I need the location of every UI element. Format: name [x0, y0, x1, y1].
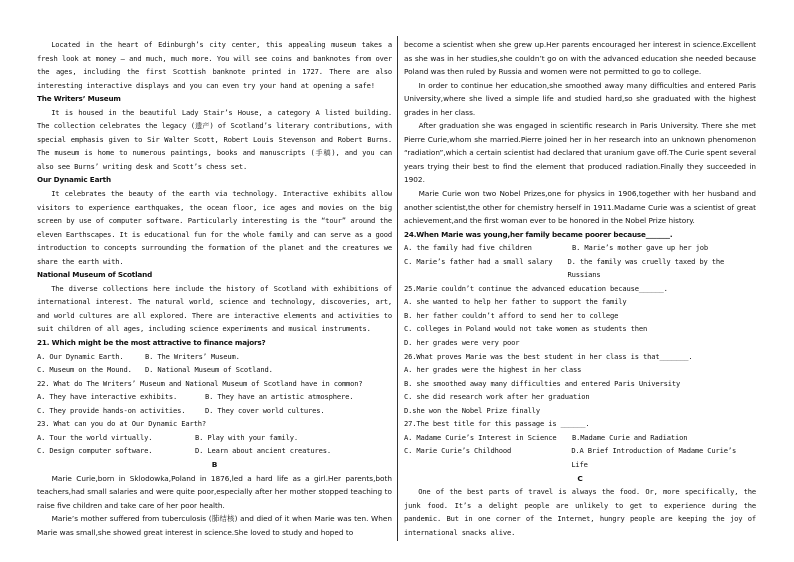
- curie-paragraph-2-end: become a scientist when she grew up.Her parents encouraged her interest in science.Excellent as she was in her studies,she couldn’t go on with the advanced education she needed because Poland was then ruled by Russia and women were not permitted to go to college.: [404, 40, 756, 77]
- question-27-option-b: B.Madame Curie and Radiation: [572, 432, 688, 442]
- question-23-option-b: B. Play with your family.: [195, 432, 299, 442]
- dynamic-earth-heading: Our Dynamic Earth: [37, 175, 111, 185]
- question-24-option-b: B. Marie’s mother gave up her job: [572, 243, 708, 253]
- question-24-option-a: A. the family had five children: [404, 243, 532, 253]
- question-24: 24.When Marie was young,her family became poorer because_______.: [404, 229, 673, 239]
- question-24-options-row2: [404, 255, 756, 282]
- question-26-option-d: D.she won the Nobel Prize finally: [404, 405, 540, 415]
- national-museum-paragraph: The diverse collections here include the history of Scotland with exhibitions of international interest. The natural world, science and technology, discoveries, art, and world cultures are all explored. There are interactive elements and activities to suit children of all ages, including science experiments and musical instruments.: [37, 283, 392, 334]
- question-25-option-b: B. her father couldn’t afford to send her to college: [404, 310, 619, 320]
- question-26-option-b: B. she smoothed away many difficulties and entered Paris University: [404, 378, 681, 388]
- curie-paragraph-2-start: Marie’s mother suffered from tuberculosis (肺结核) and died of it when Marie was ten. When Marie was small,she showed great interest in science.She loved to study and hoped to: [37, 514, 392, 537]
- writers-museum-paragraph: It is housed in the beautiful Lady Stair’s House, a category A listed building. The collection celebrates the legacy (遗产) of Scotland’s literary contributions, with special emphasis given to Sir Walter Scott, Robert Louis Stevenson and Robert Burns. The museum is home to numerous paintings, books and manuscripts (手稿), and you can also see Burns’ writing desk and Scott’s chess set.: [37, 107, 392, 171]
- question-22-option-c: C. They provide hands-on activities.: [37, 405, 186, 415]
- dynamic-earth-paragraph: It celebrates the beauty of the earth via technology. Interactive exhibits allow visitors to experience earthquakes, the ocean floor, ice ages and movies on the big screen by use of computer software. Particularly interesting is the “tour” around the eleven Earthscapes. It is educational fun for the whole family and can serve as a good introduction to concepts surrounding the formation of the planet and the creatures we share the earth with.: [37, 189, 392, 266]
- writers-museum-heading: The Writers’ Museum: [37, 94, 121, 104]
- question-23: 23. What can you do at Our Dynamic Earth?: [37, 419, 206, 429]
- question-25: 25.Marie couldn’t continue the advanced education because______.: [404, 283, 668, 293]
- question-26-option-c: C. she did research work after her graduation: [404, 392, 590, 402]
- curie-paragraph-3: In order to continue her education,she smoothed away many difficulties and entered Paris University,where she lived a simple life and studied hard,so she graduated with the highest grades in her class.: [404, 80, 756, 117]
- national-museum-heading: National Museum of Scotland: [37, 270, 153, 280]
- question-22-options-row2: [37, 404, 392, 418]
- question-22-option-a: A. They have interactive exhibits.: [37, 392, 178, 402]
- question-26-option-a: A. her grades were the highest in her class: [404, 365, 582, 375]
- question-23-options-row2: [37, 444, 392, 458]
- question-25-option-d: D. her grades were very poor: [404, 338, 520, 348]
- question-22-option-b: B. They have an artistic atmosphere.: [205, 392, 354, 402]
- section-b-heading: B: [211, 459, 218, 469]
- curie-paragraph-1: Marie Curie,born in Sklodowka,Poland in 1876,led a hard life as a girl.Her parents,both teachers,had small salaries and were quite poor,especially after her mother stopped teaching to raise five children and take care of her poor health.: [37, 473, 392, 510]
- question-23-option-c: C. Design computer software.: [37, 446, 153, 456]
- question-22: 22. What do The Writers’ Museum and National Museum of Scotland have in common?: [37, 378, 363, 388]
- question-24-options-row1: [404, 241, 756, 255]
- question-27-options-row1: [404, 431, 756, 445]
- question-21-options-row1: [37, 350, 392, 364]
- question-27-options-row2: [404, 444, 756, 471]
- intro-paragraph: Located in the heart of Edinburgh’s city center, this appealing museum takes a fresh look at money — and much, much more. You will see coins and banknotes from over the ages, including the first Scottish banknote printed in 1727. There are also interesting interactive displays and you can even try your hand at opening a safe!: [37, 40, 392, 90]
- question-21-option-a: A. Our Dynamic Earth.: [37, 351, 124, 361]
- question-25-option-a: A. she wanted to help her father to support the family: [404, 297, 627, 307]
- question-24-option-c: C. Marie’s father had a small salary: [404, 256, 553, 266]
- question-22-options-row1: [37, 390, 392, 404]
- question-21-option-b: B. The Writers’ Museum.: [145, 351, 240, 361]
- question-21-option-c: C. Museum on the Mound.: [37, 365, 132, 375]
- question-22-option-d: D. They cover world cultures.: [205, 405, 325, 415]
- left-column: [37, 38, 392, 538]
- question-27-option-c: C. Marie Curie’s Childhood: [404, 446, 512, 456]
- question-24-option-d: D. the family was cruelly taxed by the Russians: [567, 256, 725, 280]
- curie-paragraph-5: Marie Curie won two Nobel Prizes,one for physics in 1906,together with her husband and another scientist,the other for chemistry herself in 1911.Madame Curie was a scientist of great achievement,and the first woman ever to be honored in the Nobel Prize history.: [404, 189, 756, 226]
- question-23-option-a: A. Tour the world virtually.: [37, 432, 153, 442]
- right-column: [404, 38, 756, 538]
- question-26: 26.What proves Marie was the best student in her class is that_______.: [404, 351, 693, 361]
- question-25-option-c: C. colleges in Poland would not take women as students then: [404, 324, 648, 334]
- question-27: 27.The best title for this passage is ______.: [404, 419, 590, 429]
- curie-paragraph-4: After graduation she was engaged in scientific research in Paris University. There she met Pierre Curie,whom she married.Pierre joined her in her research into an unknown phenomenon “radiation”,which a certain scientist had declared that uranium gave off.The Curie spent several years trying their best to find the element that produced radiation.Finally they succeeded in 1902.: [404, 121, 756, 185]
- question-27-option-a: A. Madame Curie’s Interest in Science: [404, 432, 557, 442]
- question-23-option-d: D. Learn about ancient creatures.: [195, 446, 331, 456]
- question-21-options-row2: [37, 363, 392, 377]
- question-23-options-row1: [37, 431, 392, 445]
- section-c-heading: C: [577, 473, 583, 483]
- question-21-option-d: D. National Museum of Scotland.: [145, 365, 273, 375]
- question-27-option-d: D.A Brief Introduction of Madame Curie’s Life: [571, 446, 737, 469]
- column-divider: [397, 36, 398, 541]
- question-21: 21. Which might be the most attractive to finance majors?: [37, 338, 266, 348]
- snacks-paragraph: One of the best parts of travel is always the food. Or, more specifically, the junk food. It’s a delight people are unlikely to get to experience during the pandemic. But in one corner of the Internet, hungry people are keeping the joy of international snacks alive.: [404, 487, 756, 537]
